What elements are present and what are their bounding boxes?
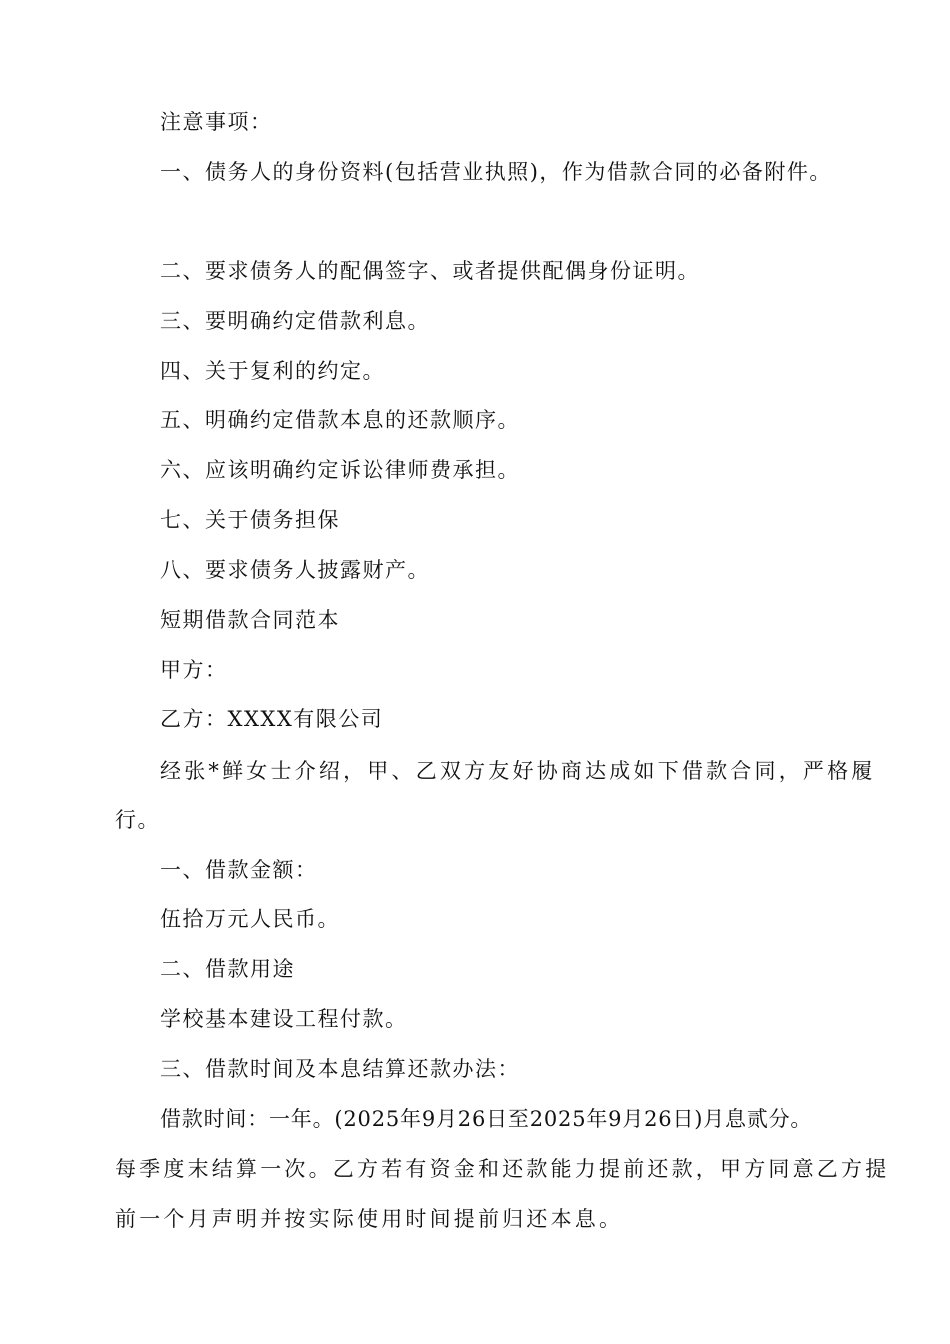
party-a-line: 甲方： — [160, 658, 228, 682]
section1-body: 伍拾万元人民币。 — [160, 907, 340, 931]
contract-title: 短期借款合同范本 — [160, 608, 340, 632]
note-item-3: 三、要明确约定借款利息。 — [160, 309, 430, 333]
section3-heading: 三、借款时间及本息结算还款办法： — [160, 1057, 520, 1081]
intro-line-2: 行。 — [115, 808, 160, 832]
section1-heading: 一、借款金额： — [160, 858, 318, 882]
note-item-2: 二、要求债务人的配偶签字、或者提供配偶身份证明。 — [160, 259, 700, 283]
note-item-6: 六、应该明确约定诉讼律师费承担。 — [160, 458, 520, 482]
section2-body: 学校基本建设工程付款。 — [160, 1007, 408, 1031]
section3-line-1: 借款时间：一年。(2025年9月26日至2025年9月26日)月息贰分。 — [160, 1107, 813, 1131]
intro-line-1: 经张*鲜女士介绍，甲、乙双方友好协商达成如下借款合同，严格履 — [160, 759, 876, 783]
section3-line-2: 每季度末结算一次。乙方若有资金和还款能力提前还款，甲方同意乙方提 — [115, 1157, 890, 1181]
note-item-4: 四、关于复利的约定。 — [160, 359, 385, 383]
party-b-line: 乙方：XXXX有限公司 — [160, 707, 384, 731]
note-item-8: 八、要求债务人披露财产。 — [160, 558, 430, 582]
note-item-5: 五、明确约定借款本息的还款顺序。 — [160, 408, 520, 432]
note-item-1: 一、债务人的身份资料(包括营业执照)，作为借款合同的必备附件。 — [160, 160, 832, 184]
note-item-7: 七、关于债务担保 — [160, 508, 340, 532]
section2-heading: 二、借款用途 — [160, 957, 295, 981]
section3-line-3: 前一个月声明并按实际使用时间提前归还本息。 — [115, 1207, 624, 1231]
notes-heading: 注意事项： — [160, 110, 273, 134]
